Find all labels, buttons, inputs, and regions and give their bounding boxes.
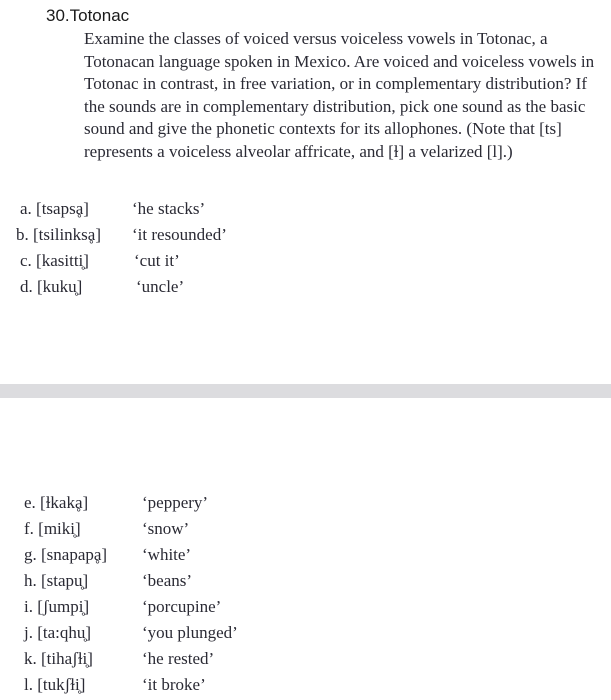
gloss: ‘peppery’	[142, 493, 209, 512]
phonetic-form: l. [tukʃɫi̥]	[24, 675, 86, 694]
phonetic-form: c. [kasitti̥]	[20, 251, 89, 270]
gloss: ‘porcupine’	[142, 597, 222, 616]
question-prompt: Examine the classes of voiced versus voiceless vowels in Totonac, a Totonacan language spoken in Mexico. Are voiced and voiceless vowels in Totonac in contrast, in free variation, or in complementary distribution? If the sounds are in complementary distribution, pick one sound as the basic sound and give the phonetic contexts for its allophones. (Note that [ts] represents a voiceless alveolar affricate, and [ɫ] a velarized [l].)	[84, 29, 595, 161]
gloss: ‘it broke’	[142, 675, 206, 694]
phonetic-form: i. [ʃumpi̥]	[24, 597, 90, 616]
phonetic-form: b. [tsilinksḁ]	[16, 225, 101, 244]
gloss: ‘he rested’	[142, 649, 215, 668]
question-title: 30.Totonac	[46, 6, 130, 25]
gloss: ‘white’	[142, 545, 192, 564]
phonetic-form: h. [stapu̥]	[24, 571, 89, 590]
phonetic-form: g. [snapapḁ]	[24, 545, 108, 564]
phonetic-form: k. [tihaʃɫi̥]	[24, 649, 93, 668]
gloss: ‘snow’	[142, 519, 190, 538]
phonetic-form: f. [miki̥]	[24, 519, 81, 538]
gloss: ‘you plunged’	[142, 623, 238, 642]
phonetic-form: a. [tsapsḁ]	[20, 199, 89, 218]
page-bottom	[0, 398, 611, 700]
gloss: ‘uncle’	[136, 277, 185, 296]
page-gap	[0, 384, 611, 398]
gloss: ‘it resounded’	[132, 225, 227, 244]
gloss: ‘he stacks’	[132, 199, 206, 218]
phonetic-form: e. [ɫkakḁ]	[24, 493, 89, 512]
gloss: ‘cut it’	[134, 251, 180, 270]
gloss: ‘beans’	[142, 571, 193, 590]
phonetic-form: j. [ta:qhu̥]	[24, 623, 92, 642]
phonetic-form: d. [kuku̥]	[20, 277, 83, 296]
